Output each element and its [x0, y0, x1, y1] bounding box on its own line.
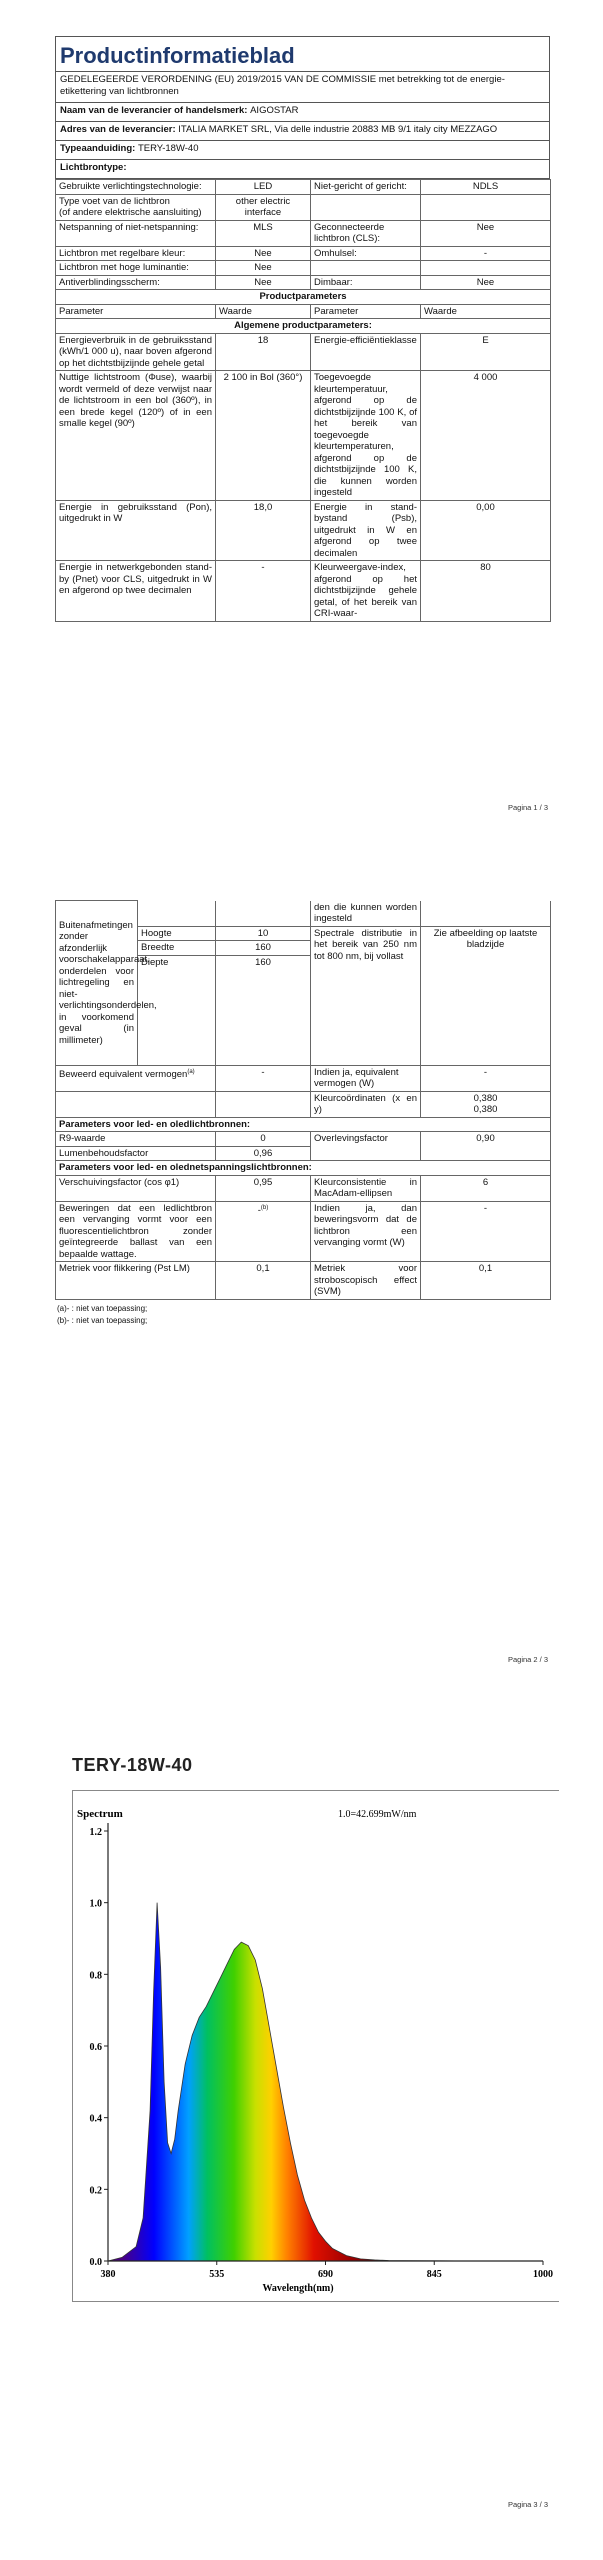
- model-value: TERY-18W-40: [137, 143, 199, 154]
- table-row: [56, 1132, 551, 1147]
- dim-value: Nee: [421, 275, 551, 290]
- y-tick-label: 0.8: [89, 1970, 102, 1982]
- table-row: [56, 275, 551, 290]
- standby-value: 0,00: [421, 500, 551, 561]
- chroma-label: Kleurcoördinaten (x en y): [311, 1091, 421, 1117]
- supplier-row: [56, 103, 549, 122]
- product-sheet: [55, 36, 550, 622]
- table-row: [56, 246, 551, 261]
- empty-cell: [56, 1091, 216, 1117]
- pf-value: 0,95: [216, 1175, 311, 1201]
- lightsource-type-heading: Lichtbrontype:: [60, 162, 127, 173]
- table-row: [56, 220, 551, 246]
- y-tick-label: 1.2: [89, 1827, 102, 1838]
- spectrum-model-title: TERY-18W-40: [72, 1755, 193, 1775]
- chroma-values: [421, 1091, 551, 1117]
- table-row: [56, 180, 551, 195]
- cri-value: 80: [421, 561, 551, 622]
- r9-label: R9-waarde: [56, 1132, 216, 1147]
- y-tick-label: 0.6: [89, 2042, 102, 2053]
- table-row: [56, 304, 551, 319]
- mains-value: MLS: [216, 220, 311, 246]
- table-row: [56, 371, 551, 501]
- page-2: [0, 850, 603, 1700]
- table-row: [56, 901, 551, 927]
- page-number: Pagina 3 / 3: [507, 2500, 548, 2509]
- empty-cell: [216, 901, 311, 927]
- tech-value: LED: [216, 180, 311, 195]
- energy-label: Energieverbruik in de gebruiksstand (kWh/1 000 u), naar boven afgerond op het dichtstbijzijnde gehele getal: [56, 333, 216, 371]
- table-row: [56, 500, 551, 561]
- cct-label: Toegevoegde kleurtemperatuur, afgerond op de dichtstbijzijnde 100 K, of het bereik van toegevoegde kleurtemperaturen, afgerond op de dichtstbijzijnde 100 K, die kunnen worden ingesteld: [311, 371, 421, 501]
- y-tick-label: 0.4: [89, 2113, 102, 2125]
- table-row: [56, 561, 551, 622]
- height-value: 10: [216, 926, 311, 941]
- y-tick-label: 0.2: [89, 2185, 102, 2197]
- glare-label: Antiverblindingsscherm:: [56, 275, 216, 290]
- cri-label-continued: den die kunnen worden ingesteld: [311, 901, 421, 927]
- empty-cell: [421, 194, 551, 220]
- section-mains: Parameters voor led- en olednetspanningslichtbronnen:: [56, 1161, 551, 1176]
- glare-value: Nee: [216, 275, 311, 290]
- x-tick-label: 380: [100, 2269, 116, 2280]
- pst-value: 0,1: [216, 1262, 311, 1300]
- section-product-params: Productparameters: [56, 290, 551, 305]
- replace-w-value: -: [421, 1201, 551, 1262]
- equiv-label-text: Beweerd equivalent vermogen: [59, 1068, 188, 1080]
- table-row: [56, 1175, 551, 1201]
- empty-cell: [421, 261, 551, 276]
- empty-cell: [311, 194, 421, 220]
- envelope-label: Omhulsel:: [311, 246, 421, 261]
- lumen-label: Lumenbehoudsfactor: [56, 1146, 216, 1161]
- svm-value: 0,1: [421, 1262, 551, 1300]
- width-value: 160: [216, 941, 311, 956]
- replace-w-label: Indien ja, dan beweringsvorm dat de lichtbron een vervanging vormt (W): [311, 1201, 421, 1262]
- nondirectional-label: Niet-gericht of gericht:: [311, 180, 421, 195]
- hlls-value: Nee: [216, 261, 311, 276]
- y-tick-label: 1.0: [89, 1898, 102, 1910]
- equiv-w-label: Indien ja, equivalent vermogen (W): [311, 1065, 421, 1091]
- replace-note-ref: (b): [260, 1204, 269, 1211]
- supplier-label: Naam van de leverancier of handelsmerk:: [60, 105, 248, 116]
- address-value: ITALIA MARKET SRL, Via delle industrie 20883 MB 9/1 italy city MEZZAGO: [178, 124, 498, 135]
- x-tick-label: 845: [426, 2269, 442, 2280]
- x-tick-label: 690: [318, 2269, 333, 2280]
- empty-cell: [138, 901, 216, 927]
- doc-title: Productinformatieblad: [56, 37, 549, 72]
- table-row: [56, 1201, 551, 1262]
- spectral-value: Zie afbeelding op laatste bladzijde: [421, 926, 551, 1065]
- table-row: [56, 333, 551, 371]
- table-row: [56, 1091, 551, 1117]
- tech-label: Gebruikte verlichtingstechnologie:: [56, 180, 216, 195]
- depth-value: 160: [216, 955, 311, 1065]
- cap-value: other electric interface: [216, 194, 311, 220]
- spectrum-label: Spectrum: [77, 1808, 123, 1820]
- section-led: Parameters voor led- en oledlichtbronnen:: [56, 1117, 551, 1132]
- spectrum-chart-frame: [72, 1790, 559, 2302]
- class-label: Energie-efficiëntieklasse: [311, 333, 421, 371]
- type-table: [55, 179, 551, 622]
- cap-label-line-2: (of andere elektrische aansluiting): [59, 207, 202, 218]
- hlls-label: Lichtbron met hoge luminantie:: [56, 261, 216, 276]
- mains-label: Netspanning of niet-netspanning:: [56, 220, 216, 246]
- pf-label: Verschuivingsfactor (cos φ1): [56, 1175, 216, 1201]
- depth-label: Diepte: [138, 955, 216, 1065]
- flux-value: 2 100 in Bol (360°): [216, 371, 311, 501]
- macadam-value: 6: [421, 1175, 551, 1201]
- cct-value: 4 000: [421, 371, 551, 501]
- footnote-a: (a)- : niet van toepassing;: [57, 1303, 148, 1313]
- colour-label: Lichtbron met regelbare kleur:: [56, 246, 216, 261]
- cap-label-line-1: Type voet van de lichtbron: [59, 195, 170, 207]
- colour-value: Nee: [216, 246, 311, 261]
- nondirectional-value: NDLS: [421, 180, 551, 195]
- spectrum-chart: [73, 1791, 559, 2301]
- r9-value: 0: [216, 1132, 311, 1147]
- svm-label: Metriek voor stroboscopisch effect (SVM): [311, 1262, 421, 1300]
- page-number: Pagina 1 / 3: [507, 803, 548, 812]
- model-row: [56, 141, 549, 160]
- header-value-2: Waarde: [421, 304, 551, 319]
- y-tick-label: 0.0: [89, 2257, 102, 2268]
- header-parameter: Parameter: [56, 304, 216, 319]
- spectrum-scale-label: 1.0=42.699mW/nm: [338, 1809, 417, 1820]
- empty-cell: [421, 901, 551, 927]
- survival-label: Overlevingsfactor: [311, 1132, 421, 1161]
- table-row: [56, 1262, 551, 1300]
- class-value: E: [421, 333, 551, 371]
- lumen-value: 0,96: [216, 1146, 311, 1161]
- empty-cell: [311, 261, 421, 276]
- x-axis-label: Wavelength(nm): [262, 2283, 334, 2294]
- page-3: [0, 1700, 603, 2560]
- chroma-y: 0,380: [473, 1104, 498, 1115]
- width-label: Breedte: [138, 941, 216, 956]
- dim-label: Dimbaar:: [311, 275, 421, 290]
- header-value: Waarde: [216, 304, 311, 319]
- table-row: [56, 194, 551, 220]
- empty-cell: [216, 1091, 311, 1117]
- spectrum-fill: [108, 1903, 543, 2261]
- macadam-label: Kleurconsistentie in MacAdam-ellipsen: [311, 1175, 421, 1201]
- envelope-value: -: [421, 246, 551, 261]
- table-row: [56, 1065, 551, 1091]
- supplier-value: AIGOSTAR: [250, 105, 299, 116]
- replace-label: Beweringen dat een ledlichtbron een vervanging vormt voor een fluorescentielichtbron zonder geïntegreerde ballast van een bepaalde wattage.: [56, 1201, 216, 1262]
- table-row: [56, 290, 551, 305]
- equiv-note-ref: (a): [187, 1068, 195, 1075]
- netstandby-label: Energie in netwerkgebonden stand-by (Pnet) voor CLS, uitgedrukt in W en afgerond op twee decimalen: [56, 561, 216, 622]
- connected-value: Nee: [421, 220, 551, 246]
- replace-value-text: -: [257, 1204, 261, 1216]
- onmode-label: Energie in gebruiksstand (Pon), uitgedrukt in W: [56, 500, 216, 561]
- connected-label: Geconnecteerde lichtbron (CLS):: [311, 220, 421, 246]
- section-general: Algemene productparameters:: [56, 319, 551, 334]
- params-table-continued: [55, 900, 551, 1300]
- table-row: [56, 1117, 551, 1132]
- table-row: [56, 1161, 551, 1176]
- flux-label: Nuttige lichtstroom (Φuse), waarbij wordt vermeld of deze verwijst naar de lichtstroom in een bol (360º), in een brede kegel (120º) of in een smalle kegel (90º): [56, 371, 216, 501]
- header-parameter-2: Parameter: [311, 304, 421, 319]
- model-label: Typeaanduiding:: [60, 143, 136, 154]
- x-tick-label: 535: [209, 2269, 225, 2280]
- address-row: [56, 122, 549, 141]
- table-row: [56, 319, 551, 334]
- height-label: Hoogte: [138, 926, 216, 941]
- chroma-x: 0,380: [473, 1092, 498, 1104]
- equiv-value: -: [216, 1065, 311, 1091]
- dims-label: Buitenafmetingen zonder afzonderlijk voorschakelapparaat, onderdelen voor lichtregeling en niet-verlichtingsonderdelen, in voorkomend geval (in millimeter): [56, 901, 138, 1066]
- x-tick-label: 1000: [533, 2269, 553, 2280]
- onmode-value: 18,0: [216, 500, 311, 561]
- page-number: Pagina 2 / 3: [507, 1655, 548, 1664]
- table-row: [56, 261, 551, 276]
- netstandby-value: -: [216, 561, 311, 622]
- equiv-label: [56, 1065, 216, 1091]
- address-label: Adres van de leverancier:: [60, 124, 176, 135]
- standby-label: Energie in stand-bystand (Psb), uitgedrukt in W en afgerond op twee decimalen: [311, 500, 421, 561]
- page-1: [0, 0, 603, 850]
- equiv-w-value: -: [421, 1065, 551, 1091]
- energy-value: 18: [216, 333, 311, 371]
- product-sheet-continued: [55, 900, 550, 1327]
- regulation-text: GEDELEGEERDE VERORDENING (EU) 2019/2015 VAN DE COMMISSIE met betrekking tot de energie-etikettering van lichtbronnen: [56, 72, 549, 103]
- cri-label: Kleurweergave-index, afgerond op het dichtstbijzijnde gehele getal, of het bereik van CRI-waar-: [311, 561, 421, 622]
- spectral-label: Spectrale distributie in het bereik van 250 nm tot 800 nm, bij vollast: [311, 926, 421, 1065]
- pst-label: Metriek voor flikkering (Pst LM): [56, 1262, 216, 1300]
- footnote-b: (b)- : niet van toepassing;: [57, 1315, 148, 1325]
- replace-value: [216, 1201, 311, 1262]
- survival-value: 0,90: [421, 1132, 551, 1161]
- cap-label: [56, 194, 216, 220]
